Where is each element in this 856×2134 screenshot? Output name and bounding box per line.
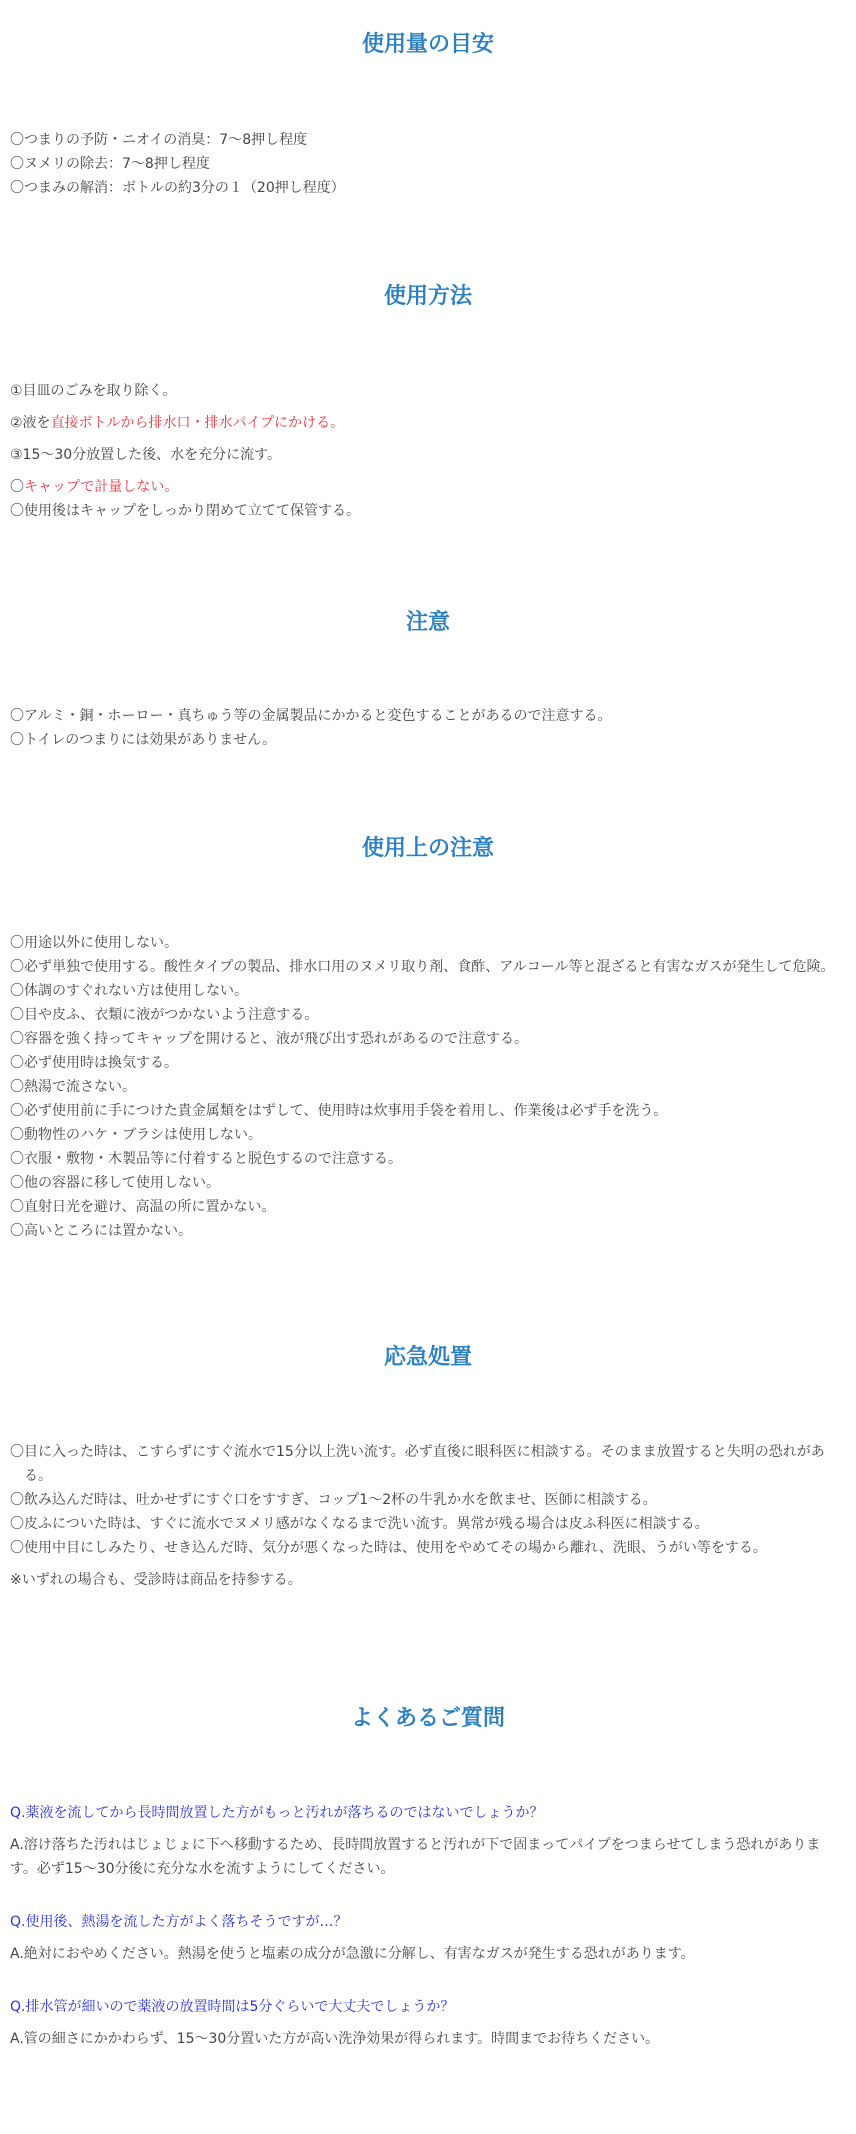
method-step: ③15〜30分放置した後、水を充分に流す。: [10, 447, 282, 463]
method-step: [10, 411, 840, 435]
first-aid-item: 〇飲み込んだ時は、吐かせずにすぐ口をすすぎ、コップ1〜2杯の牛乳か水を飲ませ、医師に相談する。: [10, 1492, 657, 1508]
usage-caution-item: 〇目や皮ふ、衣類に液がつかないよう注意する。: [10, 1007, 319, 1023]
usage-caution-item: 〇直射日光を避け、高温の所に置かない。: [10, 1199, 276, 1215]
caution-list: [10, 704, 840, 752]
usage-caution-item: 〇高いところには置かない。: [10, 1223, 192, 1239]
usage-caution-item: 〇必ず使用時は換気する。: [10, 1055, 178, 1071]
first-aid-item: 〇目に入った時は、こすらずにすぐ流水で15分以上洗い流す。必ず直後に眼科医に相談する。そのまま放置すると失明の恐れがある。: [10, 1444, 825, 1484]
usage-caution-item: 〇容器を強く持ってキャップを開けると、液が飛び出す恐れがあるので注意する。: [10, 1031, 528, 1047]
method-step-text: ②液を: [10, 415, 51, 431]
faq-answer: A.絶対におやめください。熱湯を使うと塩素の成分が急激に分解し、有害なガスが発生する恐れがあります。: [10, 1946, 695, 1962]
method-note: 〇使用後はキャップをしっかり閉めて立てて保管する。: [10, 503, 360, 519]
faq-item: [10, 1801, 840, 1881]
faq-answer: A.溶け落ちた汚れはじょじょに下へ移動するため、長時間放置すると汚れが下で固まってパイプをつまらせてしまう恐れがあります。必ず15〜30分後に充分な水を流すようにしてください。: [10, 1837, 821, 1877]
first-aid-footnote: ※いずれの場合も、受診時は商品を持参する。: [10, 1572, 302, 1588]
first-aid-item: 〇使用中目にしみたり、せき込んだ時、気分が悪くなった時は、使用をやめてその場から離れ、洗眼、うがい等をする。: [10, 1540, 767, 1556]
section-heading-method: 使用方法: [383, 284, 472, 309]
faq-question: Q.排水管が細いので薬液の放置時間は5分ぐらいで大丈夫でしょうか？: [10, 1999, 455, 2015]
usage-caution-item: 〇衣服・敷物・木製品等に付着すると脱色するので注意する。: [10, 1151, 402, 1167]
usage-caution-list: [10, 931, 840, 1243]
faq-list: [10, 1801, 840, 2051]
method-list: [10, 379, 840, 523]
amount-item: 〇つまみの解消：ボトルの約3分の１（20押し程度）: [10, 180, 345, 196]
method-note: [10, 475, 840, 499]
usage-caution-item: 〇熱湯で流さない。: [10, 1079, 136, 1095]
caution-item: 〇トイレのつまりには効果がありません。: [10, 732, 277, 748]
faq-item: [10, 1910, 840, 1966]
faq-question: Q.薬液を流してから長時間放置した方がもっと汚れが落ちるのではないでしょうか？: [10, 1805, 544, 1821]
usage-caution-item: 〇他の容器に移して使用しない。: [10, 1175, 220, 1191]
first-aid-item: 〇皮ふについた時は、すぐに流水でヌメリ感がなくなるまで洗い流す。異常が残る場合は皮ふ科医に相談する。: [10, 1516, 709, 1532]
faq-item: [10, 1995, 840, 2051]
method-note-highlight: キャップで計量しない。: [24, 479, 179, 495]
amount-list: [10, 128, 840, 200]
method-step: ①目皿のごみを取り除く。: [10, 383, 177, 399]
caution-item: 〇アルミ・銅・ホーロー・真ちゅう等の金属製品にかかると変色することがあるので注意する。: [10, 708, 612, 724]
usage-caution-item: 〇動物性のハケ・ブラシは使用しない。: [10, 1127, 262, 1143]
amount-item: 〇つまりの予防・ニオイの消臭：7〜8押し程度: [10, 132, 308, 148]
usage-caution-item: 〇必ず使用前に手につけた貴金属類をはずして、使用時は炊事用手袋を着用し、作業後は必ず手を洗う。: [10, 1103, 668, 1119]
section-heading-first-aid: 応急処置: [383, 1345, 472, 1370]
first-aid-list: [10, 1440, 840, 1592]
section-heading-caution: 注意: [405, 610, 450, 635]
section-heading-faq: よくあるご質問: [350, 1706, 505, 1731]
usage-caution-item: 〇必ず単独で使用する。酸性タイプの製品、排水口用のヌメリ取り剤、食酢、アルコール等と混ざると有害なガスが発生して危険。: [10, 959, 835, 975]
section-heading-usage-caution: 使用上の注意: [361, 836, 494, 861]
usage-caution-item: 〇用途以外に使用しない。: [10, 935, 178, 951]
faq-answer: A.管の細さにかかわらず、15〜30分置いた方が高い洗浄効果が得られます。時間までお待ちください。: [10, 2031, 660, 2047]
section-heading-amount: 使用量の目安: [361, 32, 494, 57]
method-note-bullet: 〇: [10, 479, 24, 495]
amount-item: 〇ヌメリの除去：7〜8押し程度: [10, 156, 210, 172]
usage-caution-item: 〇体調のすぐれない方は使用しない。: [10, 983, 248, 999]
faq-question: Q.使用後、熱湯を流した方がよく落ちそうですが…？: [10, 1914, 348, 1930]
method-step-highlight: 直接ボトルから排水口・排水パイプにかける。: [50, 415, 345, 431]
